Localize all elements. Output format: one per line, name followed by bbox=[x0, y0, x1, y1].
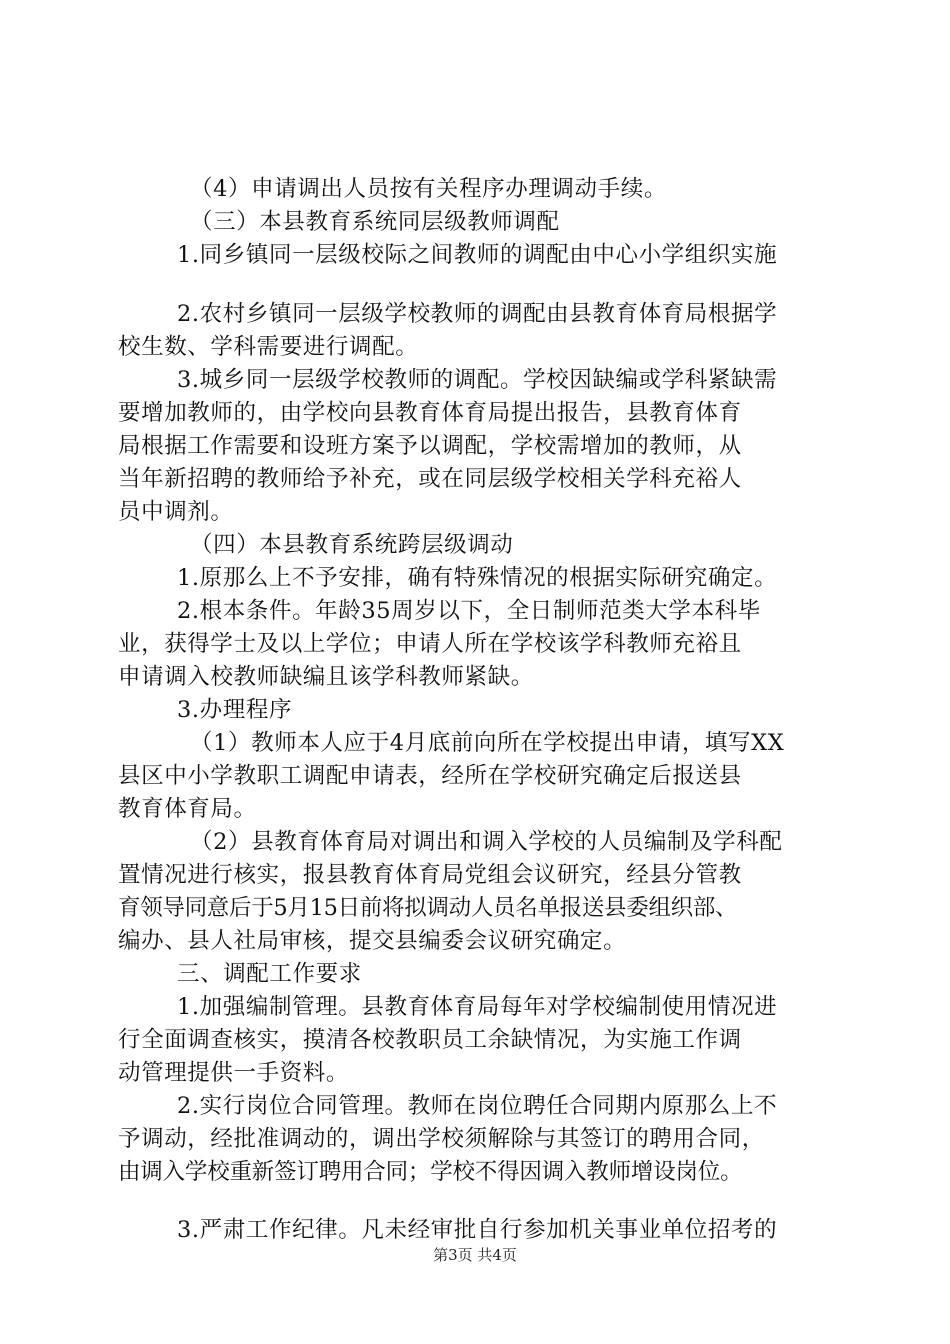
text-line-16: 3.办理程序 bbox=[177, 697, 293, 723]
text-line-5: 校生数、学科需要进行调配。 bbox=[118, 334, 419, 360]
page-number-footer: 第3页 共4页 bbox=[433, 1246, 517, 1264]
text-line-20: （2）县教育体育局对调出和调入学校的人员编制及学科配 bbox=[190, 829, 783, 855]
text-line-4: 2.农村乡镇同一层级学校教师的调配由县教育体育局根据学 bbox=[177, 301, 778, 327]
section-heading-three: 三、调配工作要求 bbox=[177, 961, 362, 987]
text-line-31: 3.严肃工作纪律。凡未经审批自行参加机关事业单位招考的 bbox=[177, 1217, 778, 1243]
text-line-9: 当年新招聘的教师给予补充，或在同层级学校相关学科充裕人 bbox=[118, 466, 742, 492]
text-line-22: 育领导同意后于5月15日前将拟调动人员名单报送县委组织部、 bbox=[118, 895, 738, 921]
text-line-6: 3.城乡同一层级学校教师的调配。学校因缺编或学科紧缺需 bbox=[177, 367, 778, 393]
text-line-14: 业，获得学士及以上学位；申请人所在学校该学科教师充裕且 bbox=[118, 631, 742, 657]
text-line-12: 1.原那么上不予安排，确有特殊情况的根据实际研究确定。 bbox=[177, 565, 778, 591]
text-line-1: （4）申请调出人员按有关程序办理调动手续。 bbox=[190, 176, 667, 202]
text-line-3: 1.同乡镇同一层级校际之间教师的调配由中心小学组织实施 bbox=[177, 242, 778, 268]
text-line-25: 1.加强编制管理。县教育体育局每年对学校编制使用情况进 bbox=[177, 994, 778, 1020]
text-line-18: 县区中小学教职工调配申请表，经所在学校研究确定后报送县 bbox=[118, 763, 742, 789]
section-heading-3: （三）本县教育系统同层级教师调配 bbox=[190, 209, 560, 235]
text-line-29: 予调动，经批准调动的，调出学校须解除与其签订的聘用合同， bbox=[118, 1126, 765, 1152]
text-line-30: 由调入学校重新签订聘用合同；学校不得因调入教师增设岗位。 bbox=[118, 1159, 743, 1185]
text-line-13: 2.根本条件。年龄35周岁以下，全日制师范类大学本科毕 bbox=[177, 598, 761, 624]
section-heading-4: （四）本县教育系统跨层级调动 bbox=[190, 532, 514, 558]
text-line-15: 申请调入校教师缺编且该学科教师紧缺。 bbox=[118, 664, 534, 690]
text-line-7: 要增加教师的，由学校向县教育体育局提出报告，县教育体育 bbox=[118, 400, 742, 426]
text-line-10: 员中调剂。 bbox=[118, 499, 234, 525]
text-line-26: 行全面调查核实，摸清各校教职员工余缺情况，为实施工作调 bbox=[118, 1027, 742, 1053]
text-line-17: （1）教师本人应于4月底前向所在学校提出申请，填写XX bbox=[190, 730, 785, 756]
text-line-28: 2.实行岗位合同管理。教师在岗位聘任合同期内原那么上不 bbox=[177, 1093, 778, 1119]
text-line-8: 局根据工作需要和设班方案予以调配，学校需增加的教师，从 bbox=[118, 433, 742, 459]
text-line-19: 教育体育局。 bbox=[118, 796, 257, 822]
text-line-23: 编办、县人社局审核，提交县编委会议研究确定。 bbox=[118, 928, 627, 954]
text-line-21: 置情况进行核实，报县教育体育局党组会议研究，经县分管教 bbox=[118, 862, 742, 888]
text-line-27: 动管理提供一手资料。 bbox=[118, 1060, 350, 1086]
